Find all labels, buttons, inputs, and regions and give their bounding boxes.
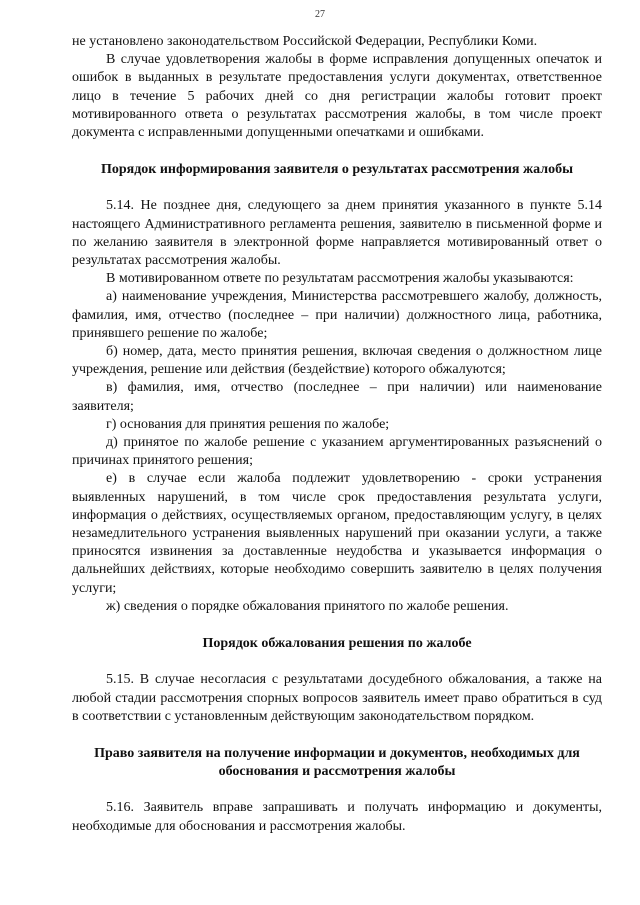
- paragraph: 5.16. Заявитель вправе запрашивать и получать информацию и документы, необходимые для обоснования и рассмотрения жалобы.: [72, 800, 602, 834]
- list-item: е) в случае если жалоба подлежит удовлетворению - сроки устранения выявленных нарушений, в том числе срок предоставления результата услуги, информация о действиях, осуществляемых органом, предоставляющим услугу, в целях незамедлительного устранения выявленных нарушений при оказании услуги, а также приносятся извинения за доставленные неудобства и указывается информация о дальнейших действиях, которые необходимо совершить заявителю в целях получения услуги;: [72, 471, 602, 596]
- paragraph: 5.14. Не позднее дня, следующего за днем принятия указанного в пункте 5.14 настоящего Административного регламента решения, заявителю в письменной форме и по желанию заявителя в электронной форме направляется мотивированный ответ о результатах рассмотрения жалобы.: [72, 198, 602, 269]
- paragraph: В мотивированном ответе по результатам рассмотрения жалобы указываются:: [106, 271, 574, 287]
- section-heading: Право заявителя на получение информации и документов, необходимых для обоснования и рассмотрения жалобы: [94, 745, 580, 780]
- list-item: г) основания для принятия решения по жалобе;: [106, 416, 390, 432]
- section-heading: Порядок информирования заявителя о результатах рассмотрения жалобы: [100, 162, 574, 178]
- list-item: а) наименование учреждения, Министерства рассмотревшего жалобу, должность, фамилия, имя, отчество (последнее – при наличии) должностного лица, работника, принявшего решение по жалобе;: [72, 289, 602, 341]
- list-item: в) фамилия, имя, отчество (последнее – при наличии) или наименование заявителя;: [72, 380, 602, 414]
- list-item: б) номер, дата, место принятия решения, включая сведения о должностном лице учреждения, решение или действия (бездействие) которого обжалуются;: [72, 344, 602, 378]
- section-heading: Порядок обжалования решения по жалобе: [202, 636, 472, 652]
- list-item: д) принятое по жалобе решение с указанием аргументированных разъяснений о причинах принятого решения;: [72, 435, 602, 469]
- paragraph: В случае удовлетворения жалобы в форме исправления допущенных опечаток и ошибок в выданных в результате предоставления услуги документах, ответственное лицо в течение 5 рабочих дней со дня регистрации жалобы готовит проект мотивированного ответа о результатах рассмотрения жалобы, в том числе проект документа с исправленными допущенными опечатками и ошибками.: [72, 52, 602, 141]
- paragraph: не установлено законодательством Российской Федерации, Республики Коми.: [72, 34, 538, 49]
- page-number: 27: [315, 9, 325, 20]
- list-item: ж) сведения о порядке обжалования принятого по жалобе решения.: [106, 598, 509, 614]
- document-body: [72, 33, 602, 836]
- paragraph: 5.15. В случае несогласия с результатами досудебного обжалования, а также на любой стадии рассмотрения спорных вопросов заявитель имеет право обратиться в суд в соответствии с установленным действующим законодательством порядком.: [72, 672, 602, 724]
